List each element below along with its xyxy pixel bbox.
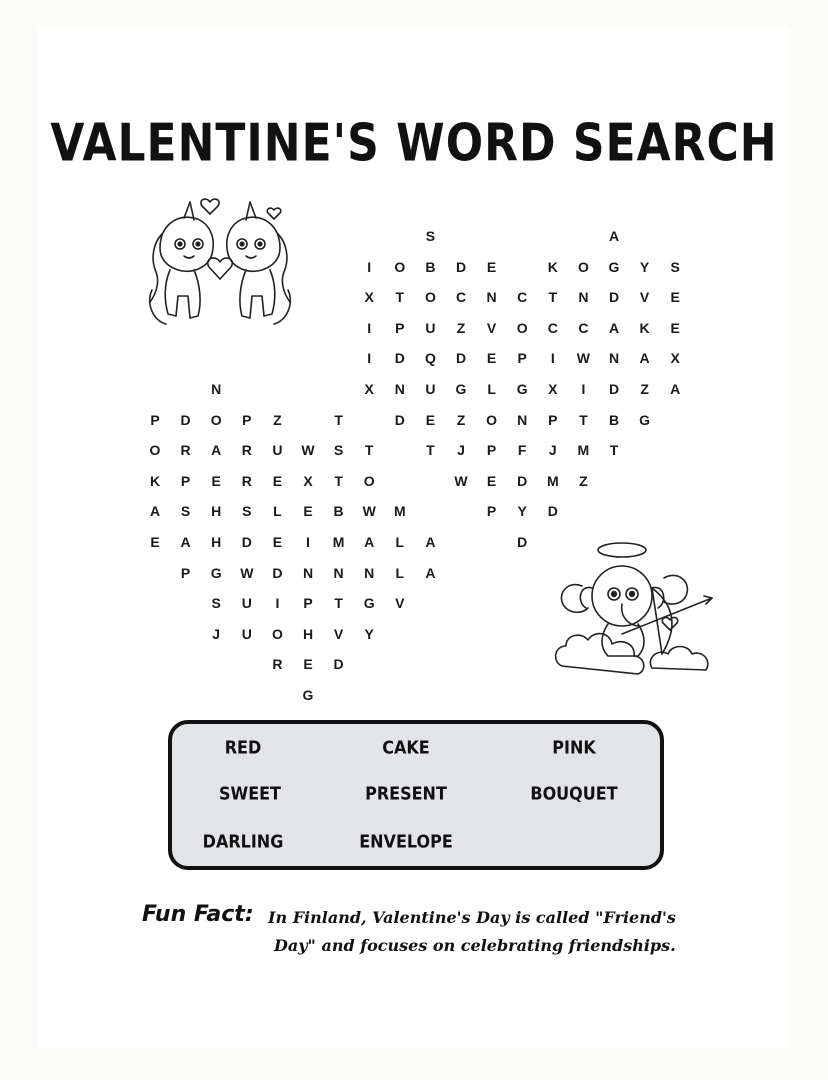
grid-cell: T: [364, 442, 374, 459]
grid-cell: D: [455, 350, 467, 367]
grid-cell: O: [210, 411, 222, 428]
grid-cell: U: [272, 442, 283, 459]
grid-cell: B: [425, 258, 436, 275]
grid-cell: O: [516, 319, 528, 336]
grid-cell: D: [547, 503, 558, 520]
grid-cell: A: [180, 534, 191, 550]
grid-cell: W: [362, 503, 376, 520]
word-bouquet: BOUQUET: [530, 782, 618, 805]
grid-cell: I: [581, 381, 586, 397]
grid-cell: K: [639, 319, 650, 336]
cupid-elephant-illustration: [552, 538, 722, 688]
grid-cell: W: [454, 472, 468, 489]
page-title: VALENTINE'S WORD SEARCH: [50, 113, 778, 174]
grid-cell: G: [302, 687, 314, 703]
grid-cell: M: [577, 442, 590, 459]
grid-cell: T: [579, 411, 588, 428]
grid-cell: X: [364, 289, 374, 306]
word-darling: DARLING: [202, 830, 284, 853]
grid-cell: W: [576, 350, 590, 367]
grid-cell: O: [271, 625, 283, 642]
grid-cell: X: [548, 381, 558, 397]
grid-cell: L: [487, 381, 496, 397]
grid-cell: W: [301, 442, 315, 459]
grid-cell: Z: [579, 472, 588, 489]
grid-cell: P: [517, 350, 527, 367]
grid-cell: D: [608, 289, 620, 306]
grid-cell: D: [394, 350, 405, 367]
grid-cell: P: [180, 472, 191, 489]
grid-cell: D: [517, 534, 528, 550]
grid-cell: I: [275, 595, 280, 612]
grid-cell: T: [426, 442, 435, 459]
grid-cell: E: [211, 472, 221, 489]
grid-cell: D: [608, 381, 620, 397]
grid-cell: M: [393, 503, 406, 520]
grid-cell: O: [486, 411, 498, 428]
grid-cell: F: [517, 442, 527, 459]
grid-cell: A: [670, 381, 681, 397]
grid-cell: E: [272, 534, 283, 550]
grid-cell: V: [639, 289, 650, 306]
grid-cell: W: [240, 564, 254, 581]
grid-cell: L: [395, 534, 405, 550]
grid-cell: H: [211, 534, 222, 550]
word-pink: PINK: [552, 736, 596, 759]
grid-cell: N: [608, 350, 620, 367]
grid-cell: S: [425, 228, 436, 244]
grid-cell: E: [670, 289, 680, 306]
grid-cell: D: [455, 258, 467, 275]
grid-cell: I: [367, 350, 372, 367]
fun-fact-line-2: Day" and focuses on celebrating friendships.: [274, 936, 676, 955]
grid-cell: T: [334, 595, 343, 612]
grid-cell: S: [242, 503, 252, 520]
word-red: RED: [224, 736, 262, 759]
grid-cell: N: [394, 381, 405, 397]
grid-cell: V: [333, 625, 344, 642]
fun-fact-text: [268, 904, 688, 960]
grid-cell: T: [334, 411, 343, 428]
grid-cell: O: [363, 472, 375, 489]
grid-cell: M: [546, 472, 559, 489]
grid-cell: I: [550, 350, 555, 367]
grid-cell: E: [303, 503, 313, 520]
grid-cell: Z: [640, 381, 649, 397]
grid-cell: A: [364, 534, 375, 550]
grid-cell: J: [212, 625, 221, 642]
fun-fact-label: Fun Fact:: [142, 902, 254, 927]
grid-cell: H: [211, 503, 222, 520]
grid-cell: P: [180, 564, 191, 581]
grid-cell: X: [364, 381, 374, 397]
grid-cell: B: [608, 411, 620, 428]
grid-cell: I: [367, 319, 372, 336]
grid-cell: R: [241, 442, 252, 459]
grid-cell: C: [547, 319, 558, 336]
grid-cell: A: [608, 319, 620, 336]
grid-cell: O: [577, 258, 589, 275]
grid-cell: G: [455, 381, 467, 397]
grid-cell: C: [517, 289, 528, 306]
grid-cell: G: [210, 564, 222, 581]
grid-cell: Z: [273, 411, 282, 428]
grid-cell: T: [548, 289, 558, 306]
grid-cell: U: [241, 625, 252, 642]
grid-cell: A: [211, 442, 222, 459]
word-present: PRESENT: [365, 782, 447, 805]
grid-cell: V: [486, 319, 497, 336]
grid-cell: X: [303, 472, 313, 489]
grid-cell: G: [639, 411, 651, 428]
grid-cell: D: [517, 472, 528, 489]
grid-cell: A: [149, 503, 161, 520]
grid-cell: L: [273, 503, 282, 520]
grid-cell: P: [242, 411, 252, 428]
grid-cell: J: [457, 442, 465, 459]
grid-cell: S: [211, 595, 221, 612]
grid-cell: O: [394, 258, 406, 275]
grid-cell: Q: [424, 350, 436, 367]
grid-cell: P: [303, 595, 313, 612]
grid-cell: H: [302, 625, 314, 642]
word-envelope: ENVELOPE: [359, 830, 453, 853]
grid-cell: E: [486, 472, 497, 489]
grid-cell: P: [395, 319, 405, 336]
grid-cell: A: [425, 534, 436, 550]
grid-cell: I: [367, 258, 372, 275]
grid-cell: N: [486, 289, 497, 306]
grid-cell: E: [272, 472, 283, 489]
grid-cell: N: [578, 289, 589, 306]
grid-cell: O: [149, 442, 161, 459]
grid-cell: G: [608, 258, 620, 275]
grid-cell: N: [333, 564, 344, 581]
grid-cell: C: [578, 319, 589, 336]
grid-cell: A: [639, 350, 650, 367]
grid-cell: N: [211, 381, 222, 397]
grid-cell: T: [395, 289, 405, 306]
grid-cell: P: [150, 411, 160, 428]
grid-cell: E: [303, 656, 313, 673]
grid-cell: U: [425, 319, 436, 336]
grid-cell: P: [486, 503, 497, 520]
grid-cell: D: [394, 411, 405, 428]
grid-cell: R: [180, 442, 191, 459]
fun-fact-line-1: In Finland, Valentine's Day is called "Friend's: [268, 908, 676, 927]
grid-cell: D: [333, 656, 344, 673]
word-cake: CAKE: [382, 736, 430, 759]
grid-cell: C: [455, 289, 467, 306]
grid-cell: P: [548, 411, 558, 428]
grid-cell: O: [424, 289, 436, 306]
grid-cell: D: [180, 411, 191, 428]
grid-cell: I: [306, 534, 310, 550]
grid-cell: G: [363, 595, 375, 612]
grid-cell: R: [272, 656, 283, 673]
grid-cell: Y: [639, 258, 650, 275]
grid-cell: Z: [456, 411, 466, 428]
grid-cell: K: [547, 258, 558, 275]
grid-cell: V: [395, 595, 405, 612]
grid-cell: A: [425, 564, 436, 581]
grid-cell: R: [241, 472, 252, 489]
grid-cell: D: [241, 534, 252, 550]
grid-cell: P: [486, 442, 497, 459]
grid-cell: E: [150, 534, 160, 550]
grid-cell: S: [333, 442, 344, 459]
grid-cell: N: [364, 564, 375, 581]
word-sweet: SWEET: [219, 782, 281, 805]
grid-cell: X: [670, 350, 680, 367]
grid-cell: G: [516, 381, 528, 397]
grid-cell: Y: [364, 625, 374, 642]
grid-cell: N: [517, 411, 528, 428]
grid-cell: J: [548, 442, 557, 459]
grid-cell: T: [334, 472, 343, 489]
grid-cell: N: [302, 564, 314, 581]
grid-cell: Z: [456, 319, 466, 336]
grid-cell: L: [395, 564, 405, 581]
grid-cell: U: [241, 595, 252, 612]
grid-cell: U: [425, 381, 436, 397]
grid-cell: S: [670, 258, 680, 275]
grid-cell: T: [609, 442, 619, 459]
grid-cell: B: [333, 503, 344, 520]
grid-cell: E: [486, 258, 497, 275]
grid-cell: E: [486, 350, 497, 367]
grid-cell: Y: [517, 503, 527, 520]
grid-cell: M: [332, 534, 345, 550]
grid-cell: D: [272, 564, 283, 581]
grid-cell: E: [425, 411, 436, 428]
unicorns-illustration: [140, 190, 300, 340]
grid-cell: E: [670, 319, 680, 336]
grid-cell: K: [149, 472, 161, 489]
grid-cell: A: [608, 228, 620, 244]
grid-cell: S: [180, 503, 191, 520]
